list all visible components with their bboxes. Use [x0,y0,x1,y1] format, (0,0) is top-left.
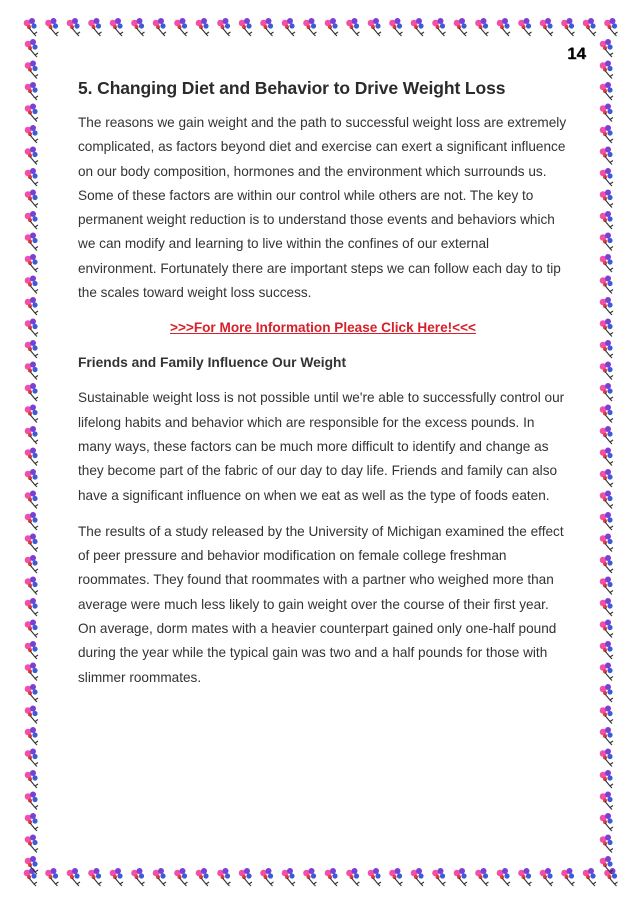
heart-balloon-icon [600,362,613,380]
heart-balloon-icon [600,426,613,444]
heart-balloon-icon [600,297,613,315]
heart-balloon-icon [174,18,187,36]
heart-balloon-icon [518,868,531,886]
heart-balloon-icon [600,448,613,466]
heart-balloon-icon [600,598,613,616]
heart-balloon-icon [25,254,38,272]
heart-balloon-icon [600,405,613,423]
heart-balloon-icon [540,18,553,36]
heart-balloon-icon [131,868,144,886]
heart-balloon-icon [475,18,488,36]
heart-balloon-icon [25,469,38,487]
heart-balloon-icon [239,18,252,36]
intro-paragraph: The reasons we gain weight and the path to successful weight loss are extremely complicated, as factors beyond diet and exercise can exert a significant influence on our body composition, hormones and the environment which surrounds us. Some of these factors are within our control while others are not. The key to permanent weight reduction is to understand those events and behaviors which we can modify and learning to live within the confines of our external environment. Fortunately there are important steps we can follow each day to tip the scales toward weight loss success. [78,115,567,301]
heart-balloon-icon [25,684,38,702]
heart-balloon-icon [600,104,613,122]
heart-balloon-icon [600,61,613,79]
heart-balloon-icon [25,82,38,100]
heart-balloon-icon [25,319,38,337]
heart-balloon-icon [600,82,613,100]
heart-balloon-icon [600,770,613,788]
heart-balloon-icon [196,18,209,36]
section-heading: 5. Changing Diet and Behavior to Drive Weight Loss [78,78,506,98]
heart-balloon-icon [260,868,273,886]
heart-balloon-icon [600,254,613,272]
heart-balloon-icon [25,104,38,122]
heart-balloon-icon [25,405,38,423]
heart-balloon-icon [217,18,230,36]
heart-balloon-icon [25,620,38,638]
heart-balloon-icon [600,190,613,208]
heart-balloon-icon [25,641,38,659]
heart-balloon-icon [25,233,38,251]
heart-balloon-icon [25,577,38,595]
heart-balloon-icon [600,340,613,358]
heart-balloon-icon [325,18,338,36]
heart-balloon-icon [25,426,38,444]
heart-balloon-icon [25,297,38,315]
heart-balloon-icon [411,18,424,36]
heart-balloon-icon [110,868,123,886]
heart-balloon-icon [25,190,38,208]
heart-balloon-icon [600,727,613,745]
heart-balloon-icon [497,18,510,36]
heart-balloon-icon [389,868,402,886]
heart-balloon-icon [475,868,488,886]
heart-balloon-icon [600,383,613,401]
heart-balloon-icon [600,319,613,337]
page-number: 14 [567,44,586,63]
heart-balloon-icon [25,663,38,681]
article-body [78,78,568,702]
heart-balloon-icon [25,168,38,186]
heart-balloon-icon [432,18,445,36]
heart-balloon-icon [325,868,338,886]
heart-balloon-icon [25,792,38,810]
heart-balloon-icon [67,868,80,886]
heart-balloon-icon [25,362,38,380]
heart-balloon-icon [600,147,613,165]
heart-balloon-icon [561,868,574,886]
heart-balloon-icon [540,868,553,886]
heart-balloon-icon [600,491,613,509]
heart-balloon-icon [600,684,613,702]
heart-balloon-icon [346,868,359,886]
heart-balloon-icon [600,577,613,595]
heart-balloon-icon [600,512,613,530]
heart-balloon-icon [25,598,38,616]
heart-balloon-icon [454,18,467,36]
heart-balloon-icon [600,211,613,229]
heart-balloon-icon [600,706,613,724]
heart-balloon-icon [18,12,46,890]
heart-balloon-icon [18,862,620,890]
heart-balloon-icon [282,18,295,36]
heart-balloon-icon [25,39,38,57]
heart-balloon-icon [518,18,531,36]
heart-balloon-icon [45,868,58,886]
heart-balloon-icon [18,12,620,40]
heart-balloon-icon [368,18,381,36]
heart-balloon-icon [600,39,613,57]
heart-balloon-icon [561,18,574,36]
heart-balloon-icon [153,18,166,36]
heart-balloon-icon [25,383,38,401]
heart-balloon-icon [25,211,38,229]
heart-balloon-icon [600,233,613,251]
heart-balloon-icon [25,749,38,767]
heart-balloon-icon [25,147,38,165]
heart-balloon-icon [25,555,38,573]
page-border-bottom [18,862,620,890]
page-border-left [18,12,46,890]
heart-balloon-icon [600,168,613,186]
heart-balloon-icon [110,18,123,36]
heart-balloon-icon [303,868,316,886]
heart-balloon-icon [25,448,38,466]
heart-balloon-icon [600,835,613,853]
heart-balloon-icon [600,469,613,487]
heart-balloon-icon [600,749,613,767]
heart-balloon-icon [260,18,273,36]
heart-balloon-icon [25,856,38,874]
heart-balloon-icon [88,18,101,36]
heart-balloon-icon [196,868,209,886]
heart-balloon-icon [25,61,38,79]
heart-balloon-icon [25,813,38,831]
heart-balloon-icon [346,18,359,36]
heart-balloon-icon [25,125,38,143]
heart-balloon-icon [174,868,187,886]
heart-balloon-icon [454,868,467,886]
heart-balloon-icon [411,868,424,886]
heart-balloon-icon [368,868,381,886]
heart-balloon-icon [153,868,166,886]
heart-balloon-icon [25,770,38,788]
heart-balloon-icon [432,868,445,886]
heart-balloon-icon [25,512,38,530]
heart-balloon-icon [25,491,38,509]
page-border-top [18,12,620,40]
heart-balloon-icon [25,835,38,853]
heart-balloon-icon [25,706,38,724]
heart-balloon-icon [600,276,613,294]
heart-balloon-icon [600,555,613,573]
study-paragraph: The results of a study released by the University of Michigan examined the effect of peer pressure and behavior modification on female college freshman roommates. They found that roommates with a partner who weighed more than average were much less likely to gain weight over the course of their first year. On average, dorm mates with a heavier counterpart gained only one-half pound during the year while the typical gain was two and a half pounds for those with slimmer roommates. [78,523,564,685]
heart-balloon-icon [592,12,620,890]
subsection-heading: Friends and Family Influence Our Weight [78,355,347,371]
heart-balloon-icon [25,727,38,745]
heart-balloon-icon [497,868,510,886]
heart-balloon-icon [600,641,613,659]
heart-balloon-icon [67,18,80,36]
heart-balloon-icon [25,534,38,552]
heart-balloon-icon [600,620,613,638]
heart-balloon-icon [303,18,316,36]
heart-balloon-icon [282,868,295,886]
habits-paragraph: Sustainable weight loss is not possible until we're able to successfully control our lifelong habits and behavior which are responsible for the excess pounds. In many ways, these factors can be much more difficult to identify and change as they become part of the fabric of our day to day life. Friends and family can also have a significant influence on when we eat as well as the type of foods eaten. [78,390,565,503]
heart-balloon-icon [25,276,38,294]
more-info-link[interactable]: >>>For More Information Please Click Here!<<< [170,320,476,336]
heart-balloon-icon [389,18,402,36]
heart-balloon-icon [45,18,58,36]
heart-balloon-icon [217,868,230,886]
heart-balloon-icon [131,18,144,36]
more-info-link-container [78,317,568,339]
heart-balloon-icon [25,340,38,358]
heart-balloon-icon [600,534,613,552]
heart-balloon-icon [600,856,613,874]
heart-balloon-icon [88,868,101,886]
heart-balloon-icon [600,813,613,831]
heart-balloon-icon [239,868,252,886]
page-border-right [592,12,620,890]
heart-balloon-icon [600,663,613,681]
heart-balloon-icon [600,792,613,810]
heart-balloon-icon [600,125,613,143]
